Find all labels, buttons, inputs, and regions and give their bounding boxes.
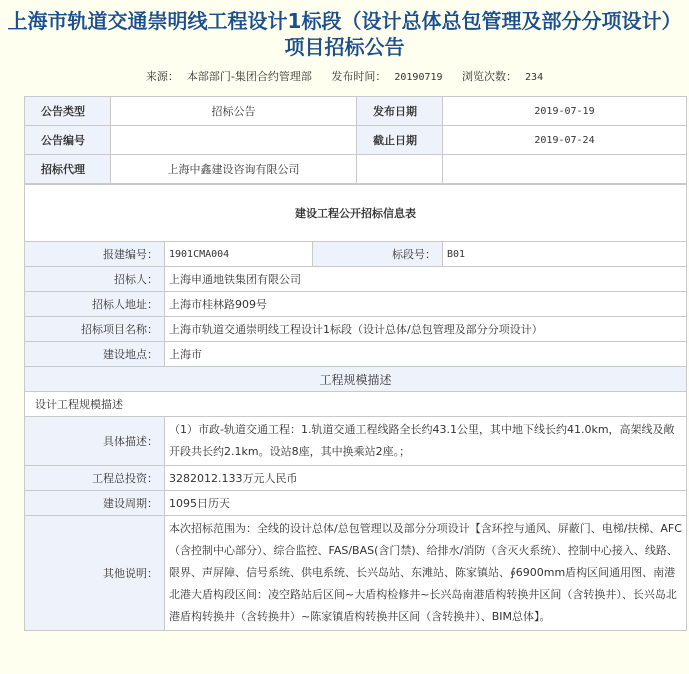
- agent-value: 上海中鑫建设咨询有限公司: [111, 155, 357, 184]
- info-row: [25, 267, 687, 292]
- invest-label: 工程总投资：: [25, 466, 165, 491]
- views-info: [458, 70, 547, 83]
- project-label: 招标项目名称：: [25, 317, 165, 342]
- type-value: 招标公告: [111, 97, 357, 126]
- site-label: 建设地点：: [25, 342, 165, 367]
- info-row: [25, 417, 687, 466]
- address-value: 上海市桂林路909号: [165, 292, 687, 317]
- info-row: [25, 516, 687, 631]
- type-label: 公告类型: [25, 97, 111, 126]
- info-row: [25, 466, 687, 491]
- info-row: [25, 242, 687, 267]
- summary-table: [24, 96, 687, 184]
- time-value: 20190719: [394, 72, 443, 83]
- desc-label: 具体描述：: [25, 417, 165, 466]
- agent-label: 招标代理: [25, 155, 111, 184]
- lot-label: 标段号：: [313, 242, 443, 267]
- info-table: [24, 184, 687, 631]
- lot-value: B01: [443, 242, 687, 267]
- summary-row: [25, 155, 687, 184]
- source-info: [142, 70, 316, 83]
- no-value: [111, 126, 357, 155]
- scale-subheader: 设计工程规模描述: [25, 392, 687, 417]
- other-value: 本次招标范围为：全线的设计总体/总包管理以及部分分项设计【含环控与通风、屏蔽门、电梯/扶梯、AFC（含控制中心部分）、综合监控、FAS/BAS(含门禁)、给排水/消防（含灭火系统）、控制中心接入、线路、限界、声屏障、信号系统、供电系统、长兴岛站、东滩站、陈家镇站、∮6900mm盾构区间通用图、南港北港大盾构段区间：凌空路站后区间~大盾构检修井~长兴岛南港盾构转换井区间（含转换井）、长兴岛北港盾构转换井（含转换井）~陈家镇盾构转换井区间（含转换井）、BIM总体】。: [165, 516, 687, 631]
- invest-value: 3282012.133万元人民币: [165, 466, 687, 491]
- views-label: 浏览次数：: [462, 70, 518, 83]
- tenderer-label: 招标人：: [25, 267, 165, 292]
- period-label: 建设周期：: [25, 491, 165, 516]
- scale-section-header: 工程规模描述: [25, 367, 687, 392]
- meta-line: [0, 68, 689, 86]
- summary-row: [25, 126, 687, 155]
- project-value: 上海市轨道交通崇明线工程设计1标段（设计总体/总包管理及部分分项设计）: [165, 317, 687, 342]
- info-row: [25, 491, 687, 516]
- date-label: 发布日期: [357, 97, 443, 126]
- page-title: 上海市轨道交通崇明线工程设计1标段（设计总体总包管理及部分分项设计）项目招标公告: [7, 9, 682, 59]
- time-label: 发布时间：: [331, 70, 387, 83]
- info-row: [25, 292, 687, 317]
- info-header: 建设工程公开招标信息表: [25, 185, 687, 242]
- deadline-value: 2019-07-24: [443, 126, 687, 155]
- info-row: [25, 317, 687, 342]
- summary-row: [25, 97, 687, 126]
- tenderer-value: 上海申通地铁集团有限公司: [165, 267, 687, 292]
- other-label: 其他说明：: [25, 516, 165, 631]
- period-value: 1095日历天: [165, 491, 687, 516]
- address-label: 招标人地址：: [25, 292, 165, 317]
- source-value: 本部部门-集团合约管理部: [186, 70, 312, 83]
- views-value: 234: [525, 72, 544, 83]
- site-value: 上海市: [165, 342, 687, 367]
- desc-value: （1）市政-轨道交通工程：1.轨道交通工程线路全长约43.1公里，其中地下线长约41.0km，高架线及敞开段共长约2.1km。设站8座，其中换乘站2座。；: [165, 417, 687, 466]
- source-label: 来源：: [145, 70, 179, 83]
- deadline-label: 截止日期: [357, 126, 443, 155]
- reg-no-label: 报建编号：: [25, 242, 165, 267]
- info-row: [25, 342, 687, 367]
- no-label: 公告编号: [25, 126, 111, 155]
- date-value: 2019-07-19: [443, 97, 687, 126]
- reg-no-value: 1901CMA004: [165, 242, 313, 267]
- time-info: [327, 70, 446, 83]
